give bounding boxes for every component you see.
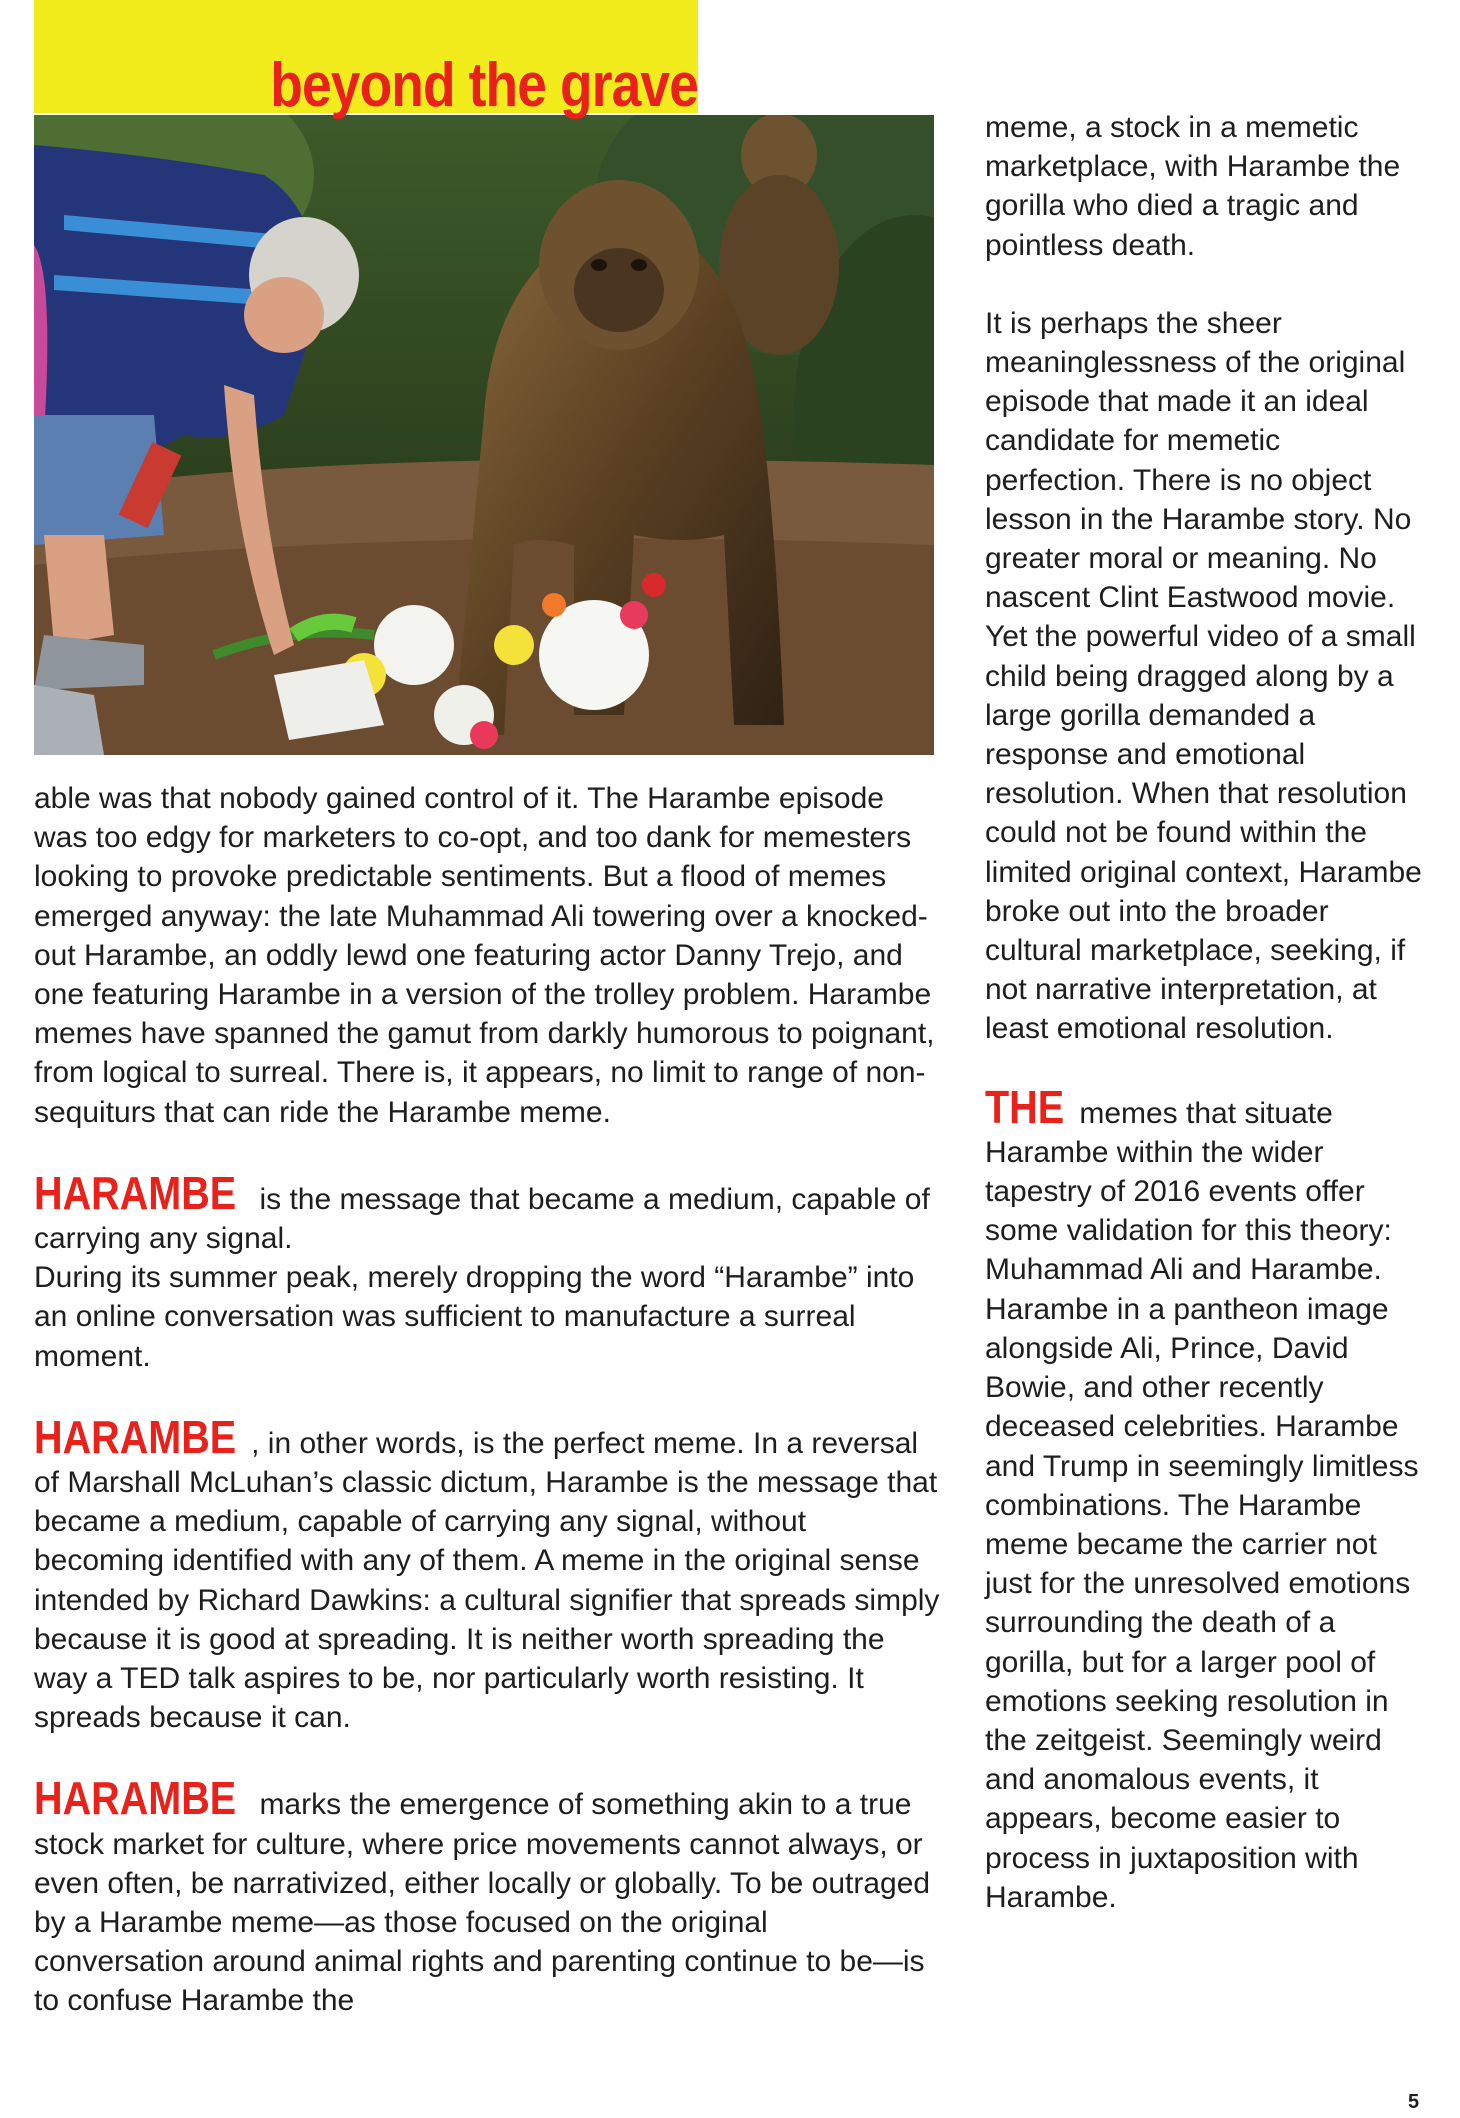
lead-word: HARAMBE <box>34 1772 237 1825</box>
paragraph-text: , in other words, is the perfect meme. In a reversal of Marshall McLuhan’s classic dictum, Harambe is the message that became a medium, capable of carrying any signal, without becoming identified with any of them. A meme in the original sense intended by Richard Dawkins: a cultural signifier that spreads simply because it is good at spreading. It is neither worth spreading the way a TED talk aspires to be, nor particularly worth resisting. It spreads because it can. <box>34 1426 940 1735</box>
page-headline: beyond the grave <box>270 51 698 120</box>
paragraph-perfect-meme <box>34 1410 940 1738</box>
lead-word: THE <box>985 1080 1065 1133</box>
lead-word: HARAMBE <box>34 1166 237 1219</box>
paragraph-summer-peak: During its summer peak, merely dropping the word “Harambe” into an online conversation was sufficient to manufacture a surreal moment. <box>34 1261 915 1373</box>
paragraph-stock-continued: meme, a stock in a memetic marketplace, with Harambe the gorilla who died a tragic and pointless death. <box>985 111 1401 262</box>
paragraph-text: memes that situate Harambe within the wider tapestry of 2016 events offer some validation for this theory: Muhammad Ali and Harambe. Harambe in a pantheon image alongside Ali, Prince, David Bowie, and other recently deceased celebrities. Harambe and Trump in seemingly limitless combinations. The Harambe meme became the carrier not just for the unresolved emotions surrounding the death of a gorilla, but for a larger pool of emotions seeking resolution in the zeitgeist. Seemingly weird and anomalous events, it appears, become easier to process in juxtaposition with Harambe. <box>985 1096 1419 1914</box>
paragraph-2016-events <box>985 1080 1425 1917</box>
right-column <box>985 108 1425 1917</box>
page-number: 5 <box>1408 2091 1420 2113</box>
paragraph-text: is the message that became a medium, capable of carrying any signal. <box>34 1182 930 1256</box>
left-column <box>34 779 940 2021</box>
paragraph-harambe-medium <box>34 1166 940 1258</box>
intro-paragraph: able was that nobody gained control of it. The Harambe episode was too edgy for marketers to co-opt, and too dank for memesters looking to provoke predictable sentiments. But a flood of memes emerged anyway: the late Muhammad Ali towering over a knocked-out Harambe, an oddly lewd one featuring actor Danny Trejo, and one featuring Harambe in a version of the trolley problem. Harambe memes have spanned the gamut from darkly humorous to poignant, from logical to surreal. There is, it appears, no limit to range of non-sequiturs that can ride the Harambe meme. <box>34 782 935 1129</box>
paragraph-stock-market <box>34 1772 940 2020</box>
paragraph-text: marks the emergence of something akin to a true stock market for culture, where price movements cannot always, or even often, be narrativized, either locally or globally. To be outraged by a Harambe meme—as those focused on the original conversation around animal rights and parenting continue to be—is to confuse Harambe the <box>34 1788 931 2018</box>
paragraph-meaninglessness: It is perhaps the sheer meaninglessness of the original episode that made it an ideal candidate for memetic perfection. There is no object lesson in the Harambe story. No greater moral or meaning. No nascent Clint Eastwood movie. Yet the powerful video of a small child being dragged along by a large gorilla demanded a response and emotional resolution. When that resolution could not be found within the limited original context, Harambe broke out into the broader cultural marketplace, seeking, if not narrative interpretation, at least emotional resolution. <box>985 306 1422 1046</box>
lead-word: HARAMBE <box>34 1410 237 1463</box>
article-photo <box>34 115 934 755</box>
